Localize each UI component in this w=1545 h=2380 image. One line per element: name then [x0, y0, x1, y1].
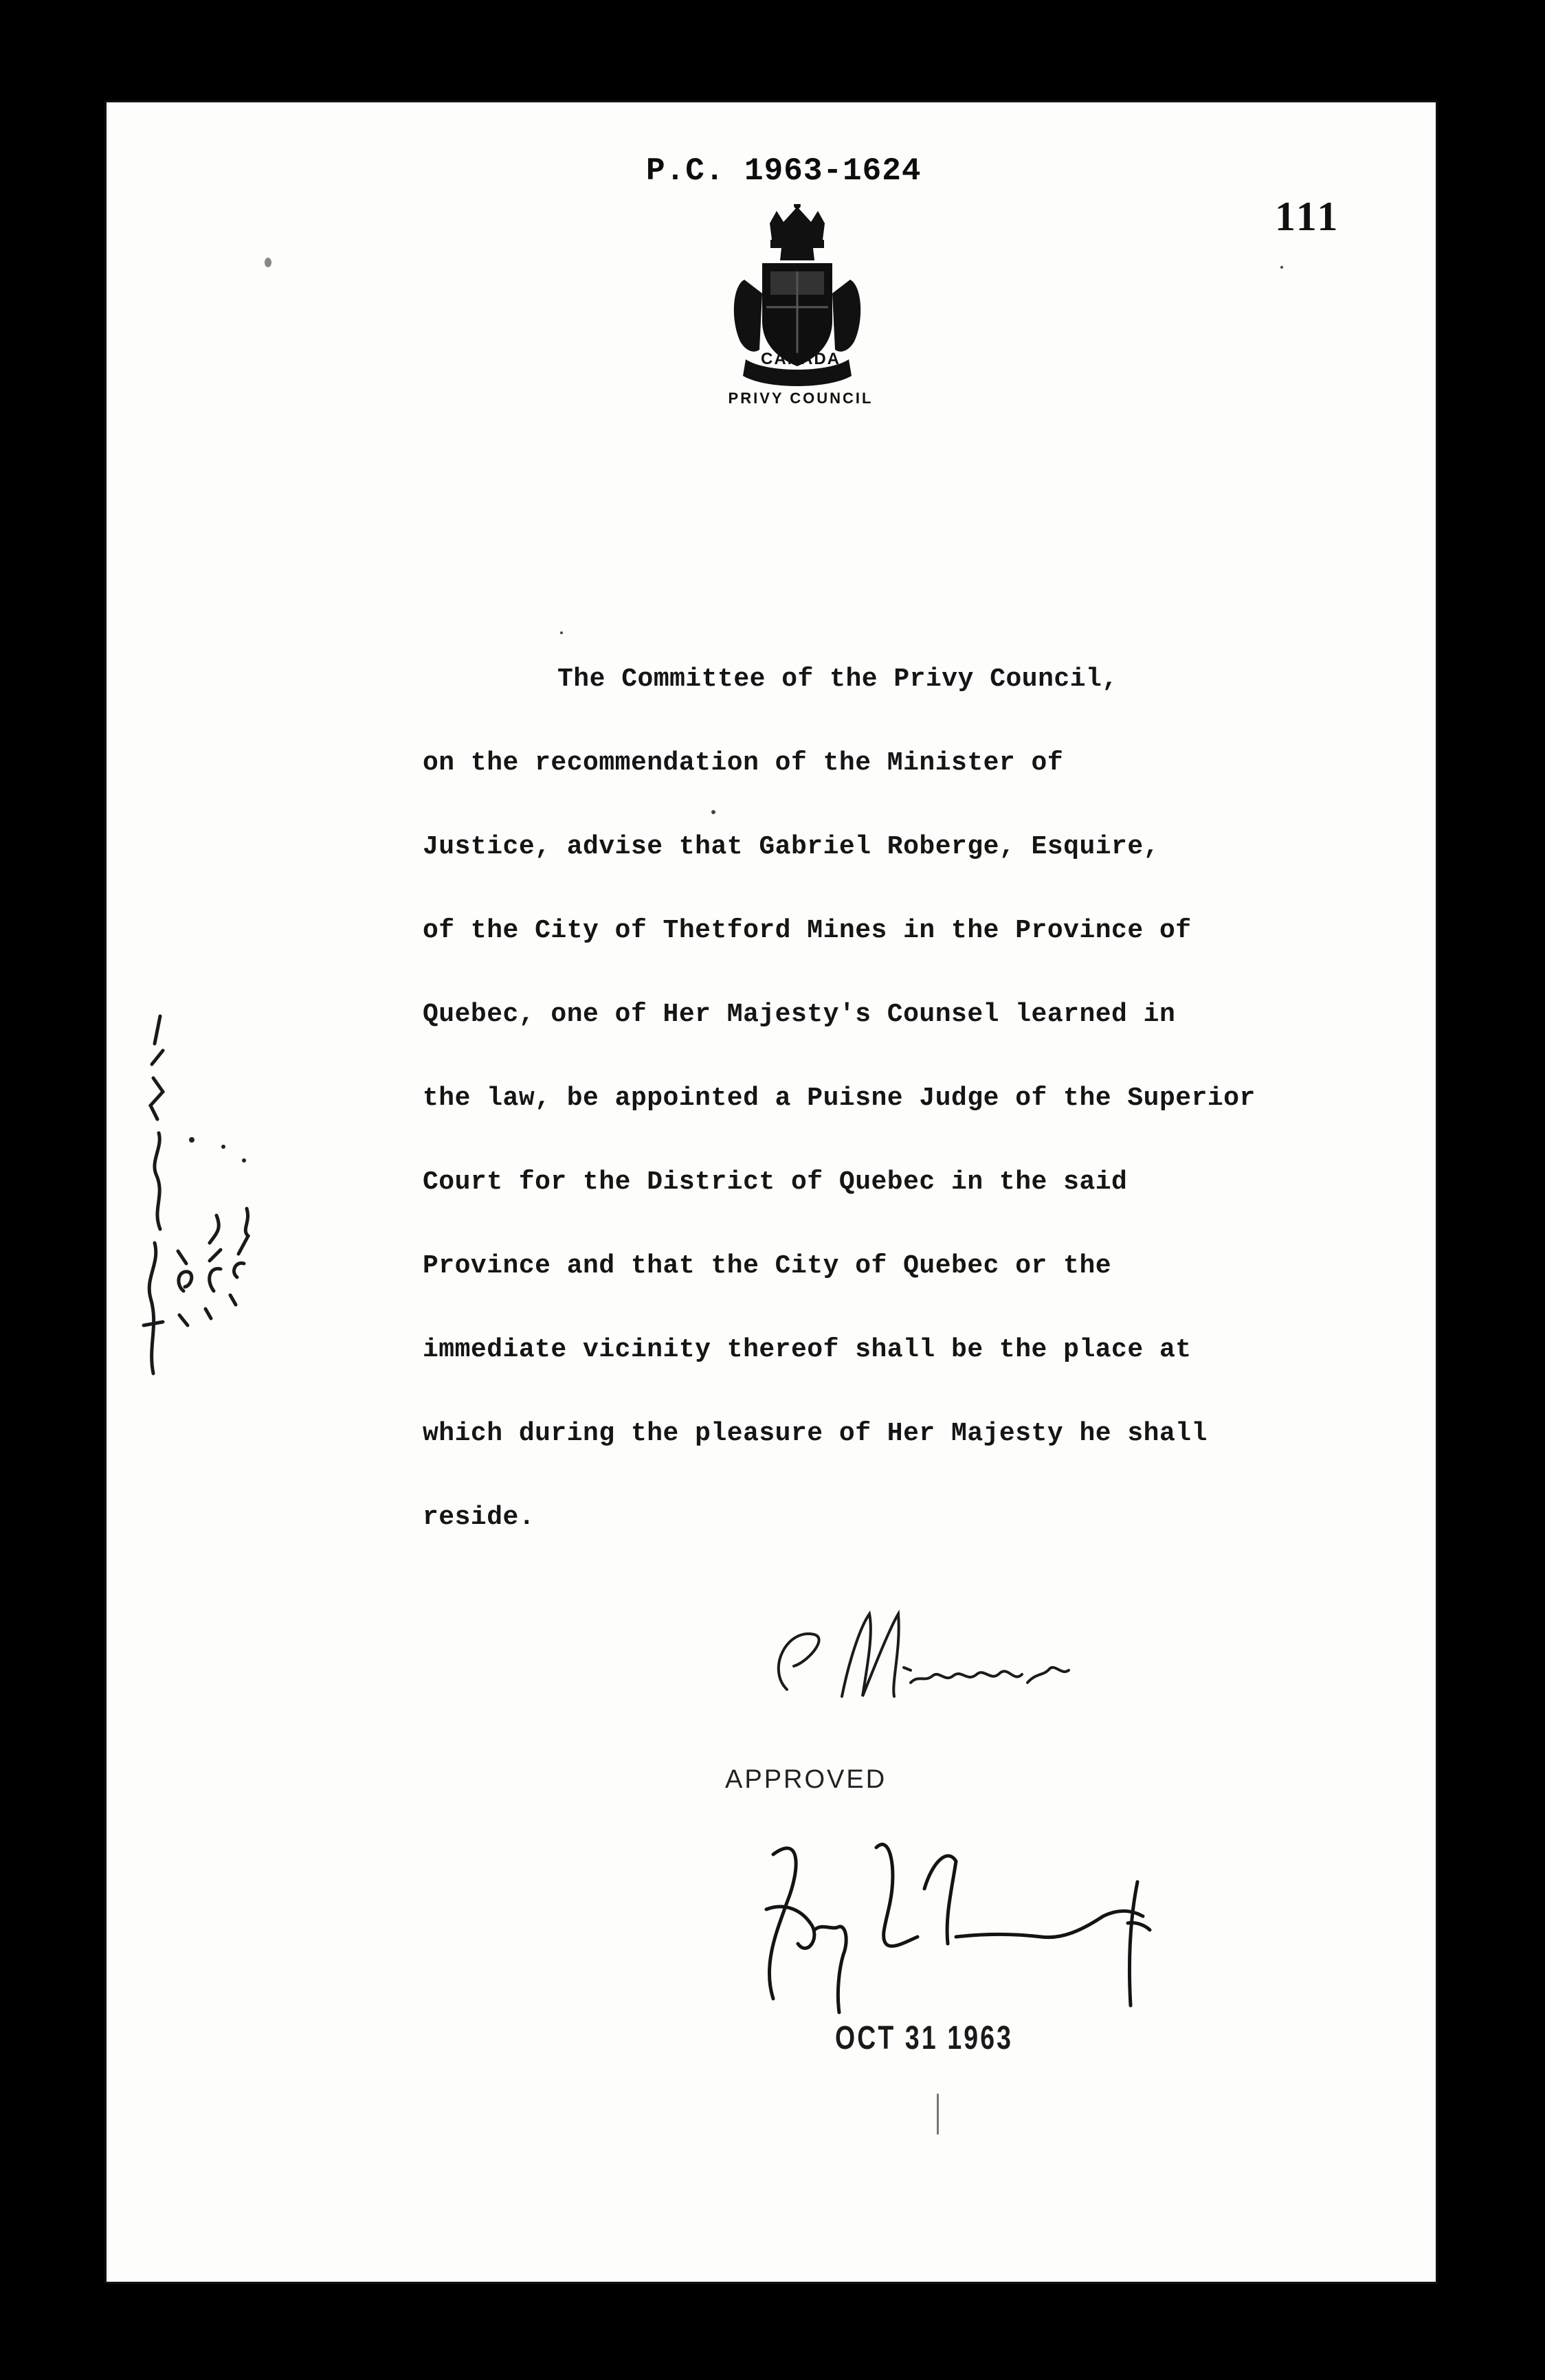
body-line: the law, be appointed a Puisne Judge of the Superior: [423, 1084, 1256, 1113]
body-line: which during the pleasure of Her Majesty he shall: [423, 1419, 1208, 1448]
scan-artifact: [937, 2093, 939, 2135]
body-line: Court for the District of Quebec in the said: [423, 1167, 1128, 1197]
order-number: P.C. 1963-1624: [646, 153, 922, 189]
approved-label: APPROVED: [725, 1765, 887, 1794]
approval-date-stamp: OCT 31 1963: [835, 2020, 1014, 2056]
minister-signature: [739, 1586, 1165, 1717]
body-line: The Committee of the Privy Council,: [557, 664, 1118, 694]
body-line: Justice, advise that Gabriel Roberge, Esquire,: [423, 832, 1159, 862]
scan-artifact: [265, 258, 271, 267]
body-line: reside.: [423, 1503, 535, 1532]
scan-artifact: [560, 631, 563, 634]
body-line: Quebec, one of Her Majesty's Counsel learned in: [423, 1000, 1176, 1029]
coat-of-arms-icon: [704, 204, 890, 445]
crest-caption-privy-council: PRIVY COUNCIL: [728, 390, 874, 407]
document-page: [104, 100, 1438, 2284]
handwritten-margin-note: [120, 1002, 278, 1387]
body-line: of the City of Thetford Mines in the Province of: [423, 916, 1192, 945]
body-line: on the recommendation of the Minister of: [423, 748, 1064, 778]
crest-caption-canada: CANADA: [761, 350, 841, 368]
body-line: immediate vicinity thereof shall be the place at: [423, 1335, 1192, 1365]
scan-artifact: [711, 810, 715, 814]
body-line: Province and that the City of Quebec or the: [423, 1251, 1112, 1281]
folio-number: 111: [1275, 194, 1341, 239]
scan-artifact: [1280, 266, 1283, 269]
